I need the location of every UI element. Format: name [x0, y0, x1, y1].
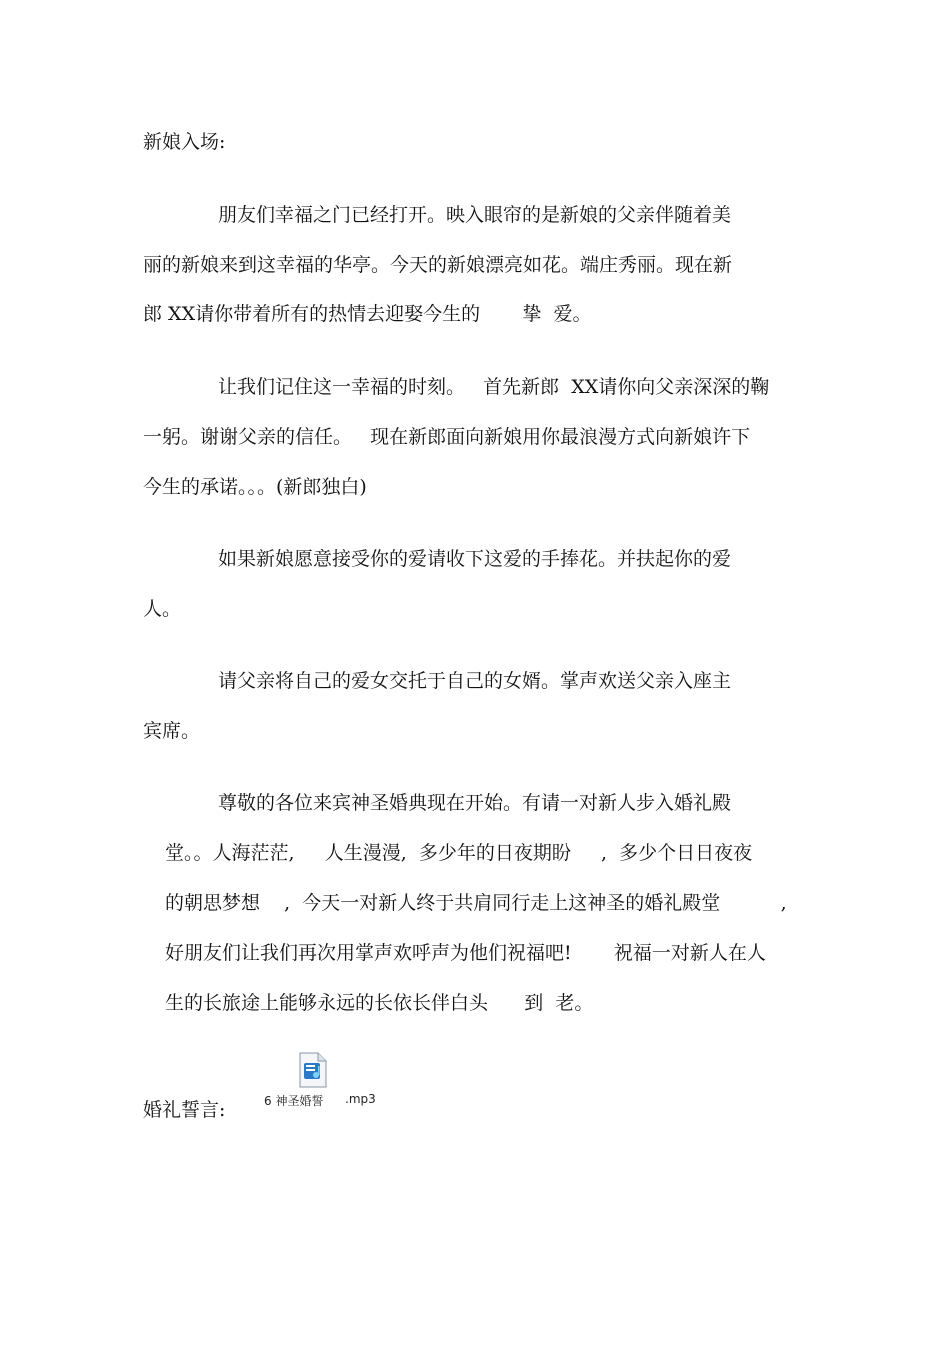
paragraph-5-line-5: 生的长旅途上能够永远的长依长伴白头 到 老。: [165, 992, 594, 1014]
paragraph-4-line-2: 宾席。: [143, 720, 201, 742]
audio-file-icon: [298, 1052, 328, 1088]
paragraph-3-line-1: 如果新娘愿意接受你的爱请收下这爱的手捧花。并扶起你的爱: [218, 548, 732, 570]
paragraph-5-line-1: 尊敬的各位来宾神圣婚典现在开始。有请一对新人步入婚礼殿: [218, 792, 732, 814]
audio-attachment[interactable]: [262, 1052, 392, 1112]
heading-wedding-vows: 婚礼誓言:: [143, 1099, 226, 1121]
attachment-filename: 6 神圣婚誓: [264, 1094, 324, 1108]
paragraph-2-line-1: 让我们记住这一幸福的时刻。 首先新郎 XX请你向父亲深深的鞠: [218, 376, 770, 398]
paragraph-1-line-3: 郎 XX请你带着所有的热情去迎娶今生的 挚 爱。: [143, 303, 592, 325]
paragraph-1-line-1: 朋友们幸福之门已经打开。映入眼帘的是新娘的父亲伴随着美: [218, 204, 732, 226]
heading-bride-entrance: 新娘入场:: [143, 131, 226, 153]
paragraph-1-line-2: 丽的新娘来到这幸福的华亭。今天的新娘漂亮如花。端庄秀丽。现在新: [143, 254, 733, 276]
attachment-extension: .mp3: [345, 1092, 376, 1106]
paragraph-2-line-3: 今生的承诺。。。(新郎独白): [143, 476, 367, 498]
paragraph-4-line-1: 请父亲将自己的爱女交托于自己的女婿。掌声欢送父亲入座主: [218, 670, 732, 692]
paragraph-5-line-4: 好朋友们让我们再次用掌声欢呼声为他们祝福吧! 祝福一对新人在人: [165, 942, 766, 964]
paragraph-5-line-2: 堂。。人海茫茫, 人生漫漫, 多少年的日夜期盼 , 多少个日日夜夜: [165, 842, 753, 864]
paragraph-5-line-3: 的朝思梦想 , 今天一对新人终于共肩同行走上这神圣的婚礼殿堂 ,: [165, 892, 787, 914]
paragraph-2-line-2: 一躬。谢谢父亲的信任。 现在新郎面向新娘用你最浪漫方式向新娘许下: [143, 426, 751, 448]
paragraph-3-line-2: 人。: [143, 598, 182, 620]
